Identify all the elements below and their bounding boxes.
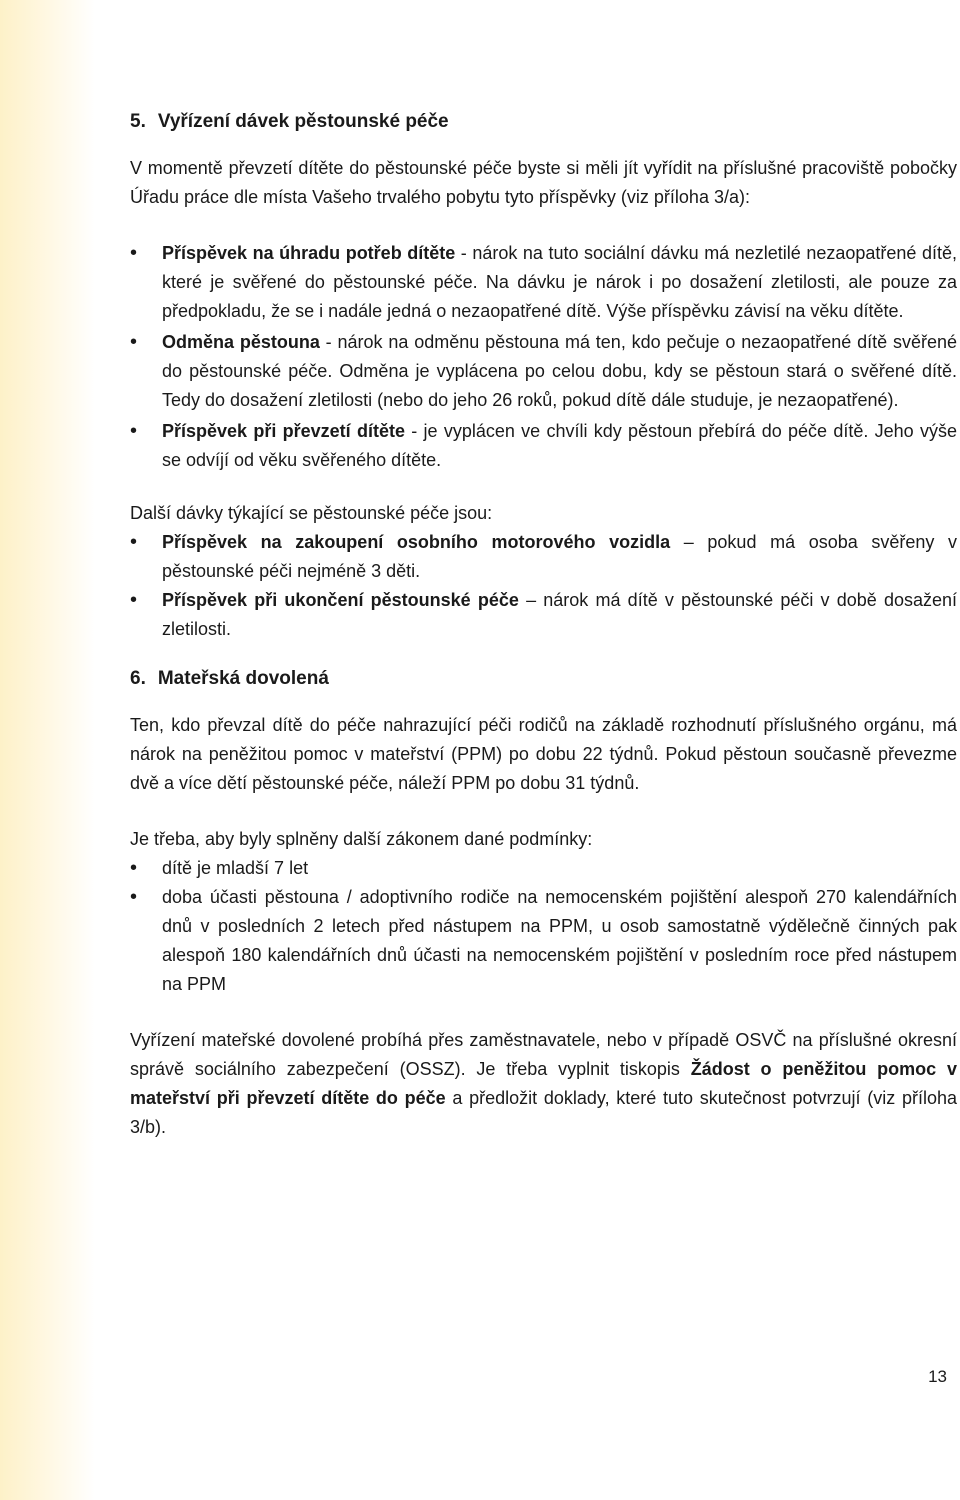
benefit-name: Odměna pěstouna xyxy=(162,332,320,352)
page-number: 13 xyxy=(928,1367,947,1386)
list-item xyxy=(130,328,957,415)
procedure-text-end: a předložit doklady, které tuto skutečnost potvrzují (viz příloha 3/b). xyxy=(130,1088,957,1137)
list-item: • dítě je mladší 7 let xyxy=(130,854,957,883)
list-item xyxy=(130,239,957,326)
form-name: Žádost o peněžitou pomoc v mateřství při převzetí dítěte do péče xyxy=(130,1059,957,1108)
benefit-list xyxy=(130,239,957,475)
benefit-name: Příspěvek na úhradu potřeb dítěte xyxy=(162,243,456,263)
section-6-heading xyxy=(130,665,957,693)
section-5-title: Vyřízení dávek pěstounské péče xyxy=(157,111,449,132)
benefit-name: Příspěvek při převzetí dítěte xyxy=(162,421,405,441)
conditions-intro: Je třeba, aby byly splněny další zákonem dané podmínky: xyxy=(130,829,593,849)
procedure-text-start: Vyřízení mateřské dovolené probíhá přes zaměstnavatele, nebo v případě OSVČ na příslušné okresní správě sociálního zabezpečení (OSSZ). Je třeba vyplnit tiskopis xyxy=(130,1030,957,1079)
list-item xyxy=(130,586,957,644)
benefit-description: - nárok na odměnu pěstouna má ten, kdo pečuje o nezaopatřené dítě svěřené do pěstounské péče. Odměna je vyplácena po celou dobu, kdy se pěstoun stará o svěřené dítě. Tedy do dosažení zletilosti (nebo do jeho 26 roků, pokud dítě dále studuje, je nezaopatřené). xyxy=(162,332,957,410)
other-benefits-intro: Další dávky týkající se pěstounské péče jsou: xyxy=(130,503,493,523)
maternity-procedure-paragraph xyxy=(130,1026,957,1142)
benefit-name: Příspěvek při ukončení pěstounské péče xyxy=(162,590,519,610)
other-benefit-list xyxy=(130,528,957,644)
benefit-description: - je vyplácen ve chvíli kdy pěstoun přebírá do péče dítě. Jeho výše se odvíjí od věku svěřeného dítěte. xyxy=(162,421,957,470)
section-5-heading xyxy=(130,108,957,136)
conditions-list xyxy=(130,854,957,999)
benefit-name: Příspěvek na zakoupení osobního motorového vozidla xyxy=(162,532,671,552)
list-item: • doba účasti pěstouna / adoptivního rodiče na nemocenském pojištění alespoň 270 kalendářních dnů v posledních 2 letech před nástupem na PPM, u osob samostatně výdělečně činných pak alespoň 180 kalendářních dnů účasti na nemocenském pojištění v posledním roce před nástupem na PPM xyxy=(130,883,957,999)
benefit-description: – nárok má dítě v pěstounské péči v době dosažení zletilosti. xyxy=(162,590,958,639)
list-item xyxy=(130,528,957,586)
section-5-intro: V momentě převzetí dítěte do pěstounské péče byste si měli jít vyřídit na příslušné pracoviště pobočky Úřadu práce dle místa Vašeho trvalého pobytu tyto příspěvky (viz příloha 3/a): xyxy=(130,158,957,207)
benefit-description: - nárok na tuto sociální dávku má nezletilé nezaopatřené dítě, které je svěřené do pěstounské péče. Na dávku je nárok i po dosažení zletilosti, ale pouze za předpokladu, že se i nadále jedná o nezaopatřené dítě. Výše příspěvku závisí na věku dítěte. xyxy=(162,243,957,321)
benefit-description: – pokud má osoba svěřeny v pěstounské péči nejméně 3 děti. xyxy=(162,532,957,581)
section-5-number: 5. xyxy=(130,111,146,132)
section-6-number: 6. xyxy=(130,668,146,689)
section-6-title: Mateřská dovolená xyxy=(157,668,329,689)
page-edge-gradient xyxy=(0,0,95,1500)
list-item xyxy=(130,417,957,475)
document-page xyxy=(130,108,957,1142)
maternity-paragraph: Ten, kdo převzal dítě do péče nahrazující péči rodičů na základě rozhodnutí příslušného orgánu, má nárok na peněžitou pomoc v mateřství (PPM) po dobu 22 týdnů. Pokud pěstoun současně převezme dvě a více dětí pěstounské péče, náleží PPM po dobu 31 týdnů. xyxy=(130,715,957,793)
